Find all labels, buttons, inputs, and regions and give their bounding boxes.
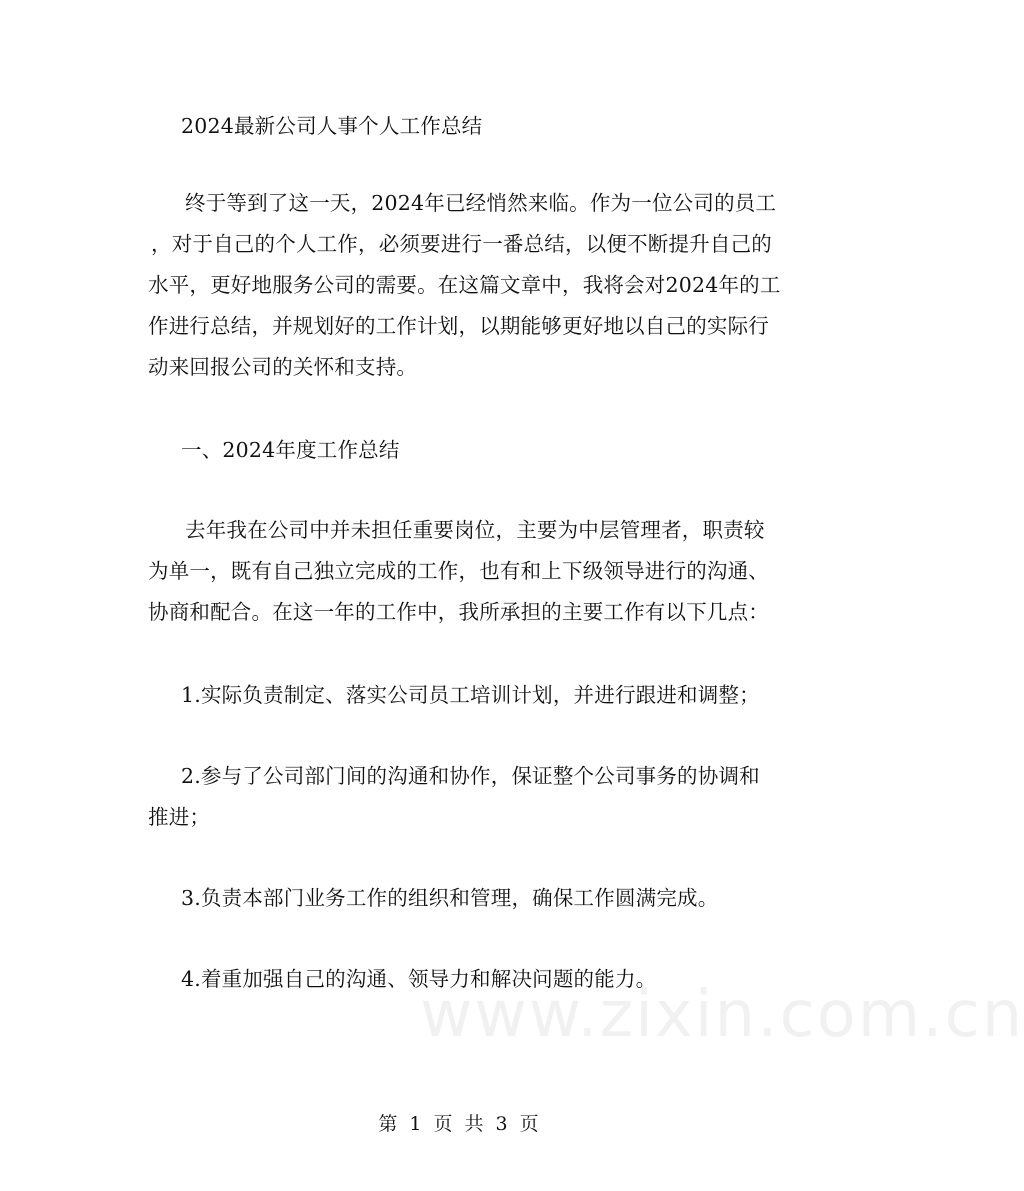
- section-heading: 一、2024年度工作总结: [181, 438, 400, 462]
- intro-line-1: 终于等到了这一天，2024年已经悄然来临。作为一位公司的员工: [185, 191, 777, 215]
- intro-line-4: 作进行总结，并规划好的工作计划，以期能够更好地以自己的实际行: [148, 314, 769, 338]
- section-line-2: 为单一，既有自己独立完成的工作，也有和上下级领导进行的沟通、: [148, 559, 769, 583]
- watermark: www.zixin.com.cn: [420, 978, 1024, 1052]
- document-title: 2024最新公司人事个人工作总结: [181, 114, 483, 138]
- page-number-footer: 第 1 页 共 3 页: [378, 1113, 542, 1135]
- intro-line-2: ，对于自己的个人工作，必须要进行一番总结，以便不断提升自己的: [151, 232, 772, 256]
- list-item-1: 1.实际负责制定、落实公司员工培训计划，并进行跟进和调整；: [181, 683, 760, 707]
- section-line-3: 协商和配合。在这一年的工作中，我所承担的主要工作有以下几点：: [148, 600, 769, 624]
- list-item-4: 4.着重加强自己的沟通、领导力和解决问题的能力。: [181, 967, 657, 991]
- list-item-2: 2.参与了公司部门间的沟通和协作，保证整个公司事务的协调和: [181, 764, 760, 788]
- list-item-2-continuation: 推进；: [148, 805, 211, 829]
- intro-line-5: 动来回报公司的关怀和支持。: [148, 355, 418, 379]
- intro-line-3: 水平，更好地服务公司的需要。在这篇文章中，我将会对2024年的工: [148, 273, 781, 297]
- section-line-1: 去年我在公司中并未担任重要岗位，主要为中层管理者，职责较: [185, 518, 765, 542]
- list-item-3: 3.负责本部门业务工作的组织和管理，确保工作圆满完成。: [181, 886, 719, 910]
